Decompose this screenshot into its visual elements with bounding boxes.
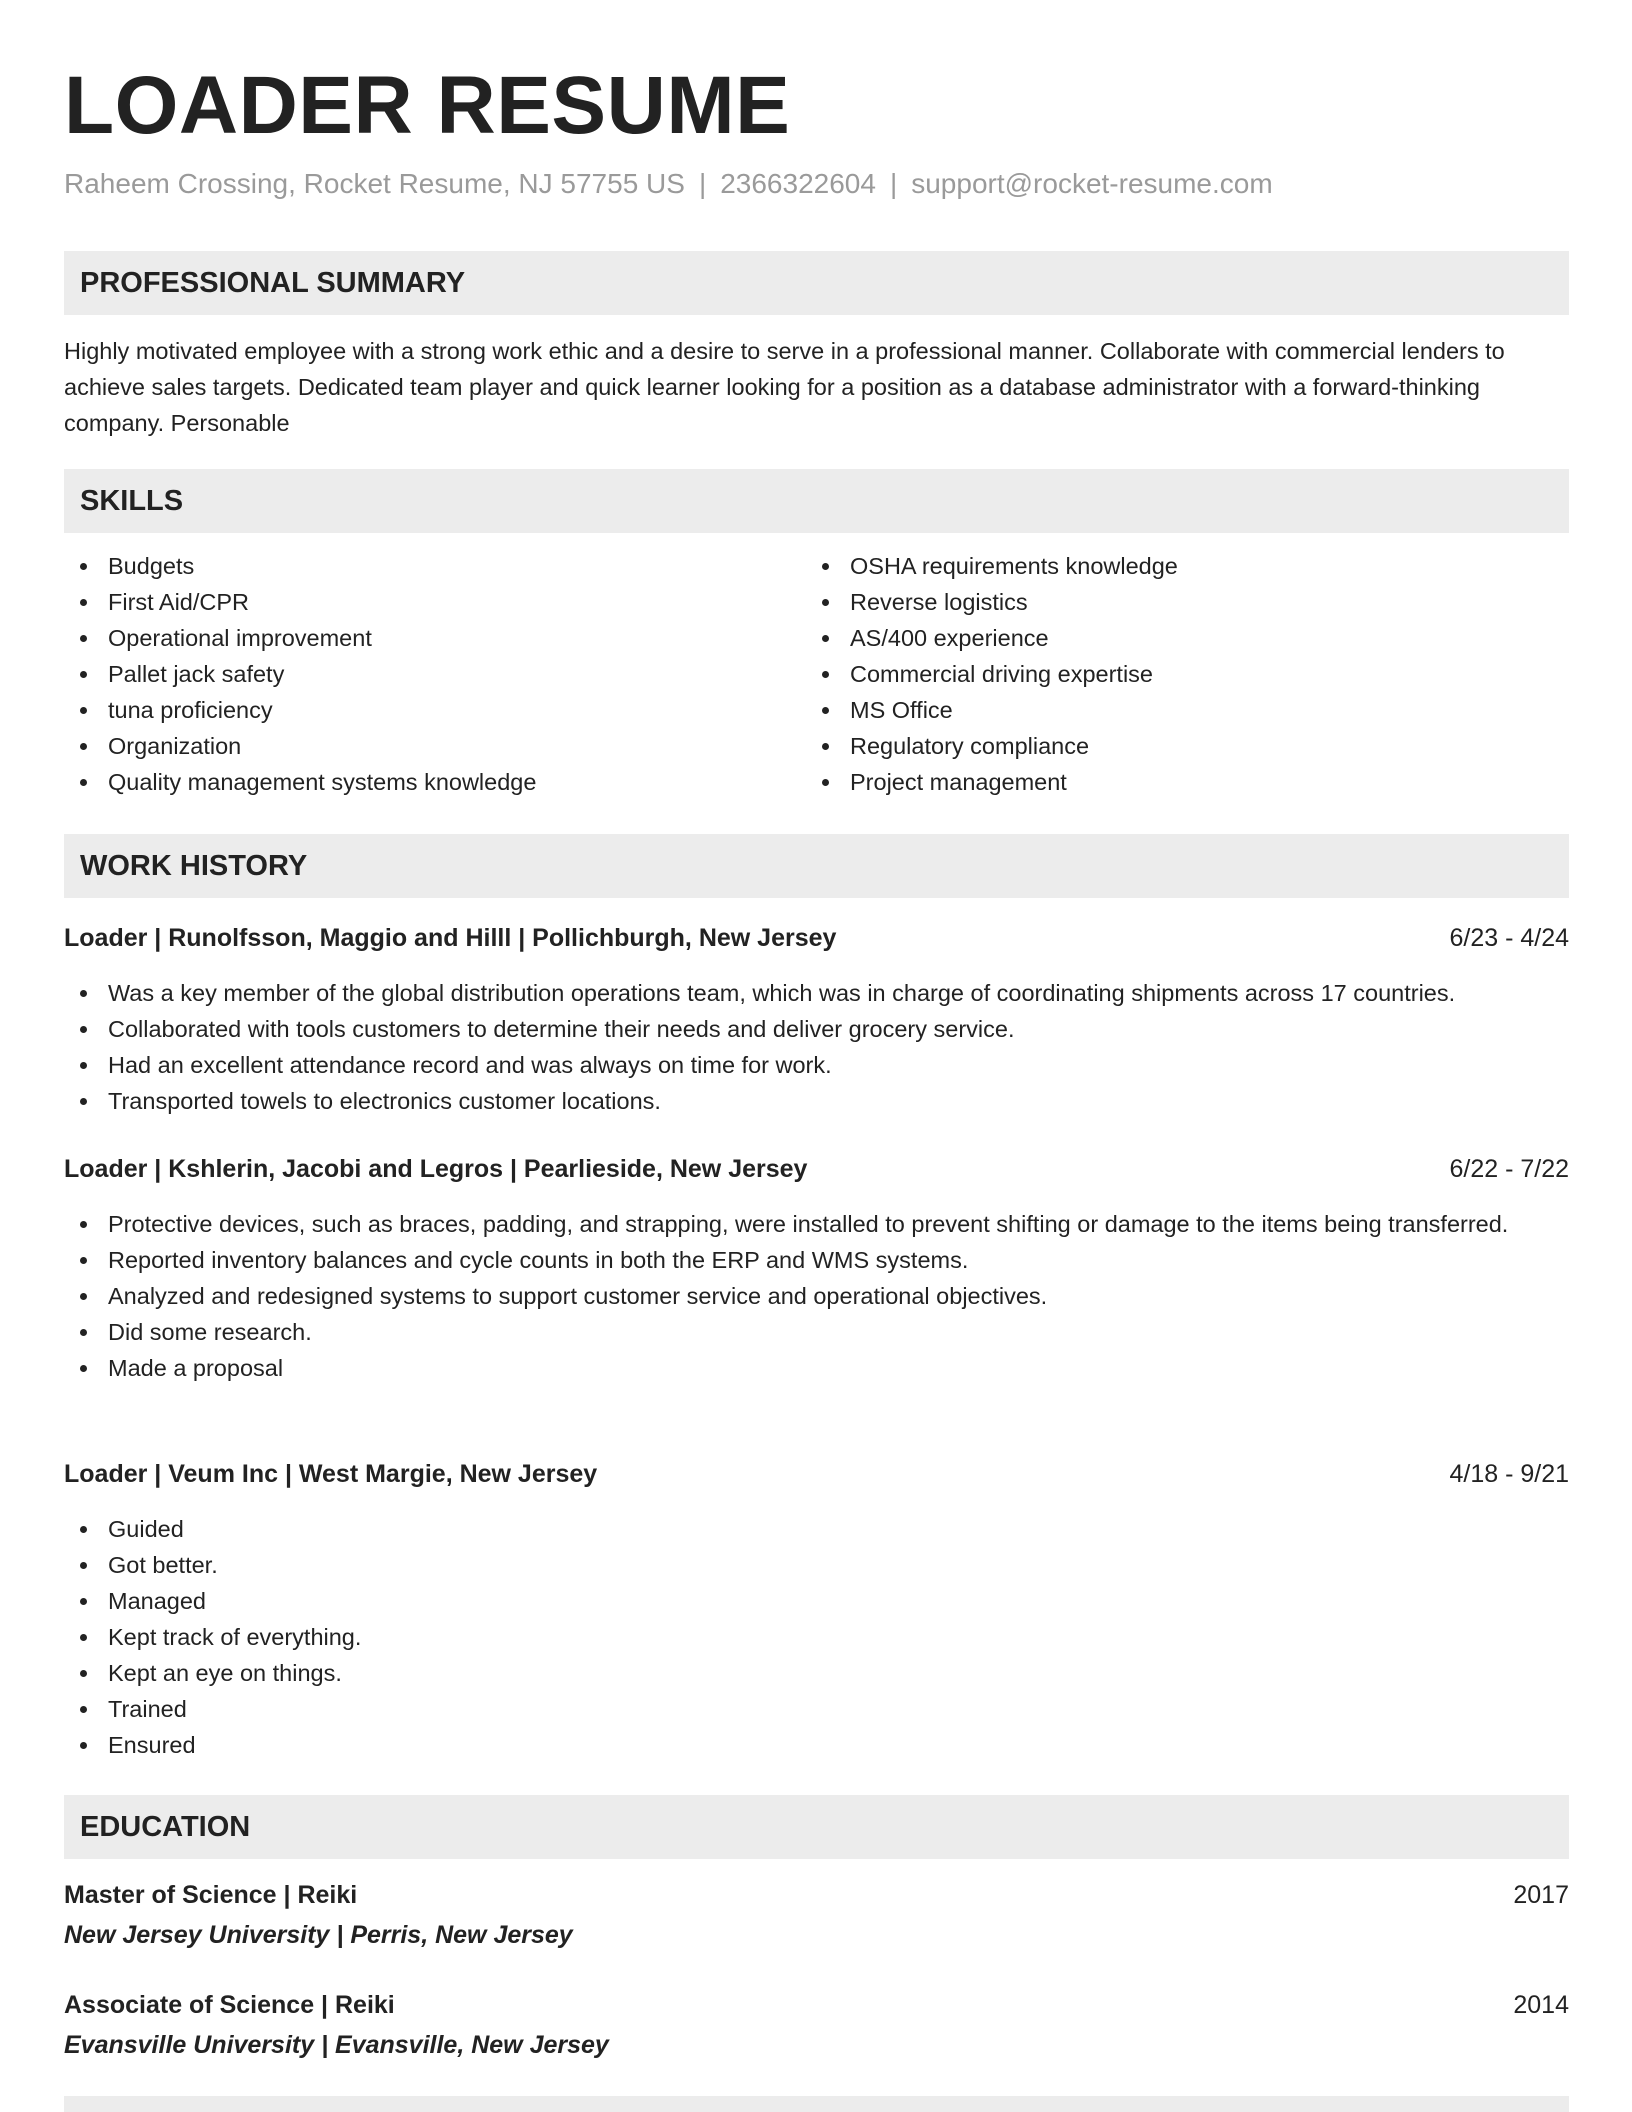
job-bullet: Kept track of everything. (64, 1619, 1569, 1655)
job-bullet: Protective devices, such as braces, padding, and strapping, were installed to prevent shifting or damage to the items being transferred. (64, 1206, 1544, 1242)
education-degree: Master of Science | Reiki (64, 1881, 358, 1909)
skill-item: MS Office (806, 692, 1566, 728)
section-header-next (64, 2096, 1569, 2112)
summary-text: Highly motivated employee with a strong work ethic and a desire to serve in a professional manner. Collaborate with commercial lenders to achieve sales targets. Dedicated team player and quick learner looking for a position as a database administrator with a forward-thinking company. Personable (64, 338, 1505, 436)
job-bullet: Ensured (64, 1727, 1569, 1763)
section-header-summary (64, 251, 1569, 315)
skill-item: Pallet jack safety (64, 656, 804, 692)
skill-item: Commercial driving expertise (806, 656, 1566, 692)
skill-item: Operational improvement (64, 620, 804, 656)
skill-item: Organization (64, 728, 804, 764)
education-year: 2017 (1513, 1881, 1569, 1909)
job-dates: 6/22 - 7/22 (1449, 1155, 1569, 1183)
contact-line (64, 166, 1273, 202)
contact-separator: | (698, 168, 707, 199)
skill-item: Regulatory compliance (806, 728, 1566, 764)
job-header (64, 1151, 1569, 1187)
contact-address: Raheem Crossing, Rocket Resume, NJ 57755 US (64, 168, 685, 199)
job-bullet: Analyzed and redesigned systems to support customer service and operational objectives. (64, 1278, 1544, 1314)
education-entry-header (64, 1987, 1569, 2023)
contact-email: support@rocket-resume.com (911, 168, 1273, 199)
job-bullets (64, 975, 1569, 1119)
skill-item: Reverse logistics (806, 584, 1566, 620)
skill-item: AS/400 experience (806, 620, 1566, 656)
job-bullet: Got better. (64, 1547, 1569, 1583)
skill-item: Budgets (64, 548, 804, 584)
job-bullet: Trained (64, 1691, 1569, 1727)
job-title: Loader | Runolfsson, Maggio and Hilll | Pollichburgh, New Jersey (64, 924, 837, 952)
job-bullet: Had an excellent attendance record and was always on time for work. (64, 1047, 1569, 1083)
skill-item: Project management (806, 764, 1566, 800)
section-title-education: EDUCATION (80, 1811, 251, 1843)
job-bullet: Managed (64, 1583, 1569, 1619)
job-title: Loader | Veum Inc | West Margie, New Jersey (64, 1460, 598, 1488)
skills-list-right (806, 548, 1566, 800)
job-bullet: Guided (64, 1511, 1569, 1547)
section-title-work-history: WORK HISTORY (80, 850, 308, 882)
job-bullets (64, 1206, 1544, 1386)
education-degree: Associate of Science | Reiki (64, 1991, 395, 2019)
skills-list-left (64, 548, 804, 800)
resume-title: LOADER RESUME (64, 60, 791, 151)
job-bullet: Did some research. (64, 1314, 1544, 1350)
job-bullet: Kept an eye on things. (64, 1655, 1569, 1691)
job-title: Loader | Kshlerin, Jacobi and Legros | Pearlieside, New Jersey (64, 1155, 808, 1183)
section-header-skills (64, 469, 1569, 533)
job-bullet: Transported towels to electronics customer locations. (64, 1083, 1569, 1119)
job-header (64, 920, 1569, 956)
job-bullets (64, 1511, 1569, 1763)
job-header (64, 1456, 1569, 1492)
job-bullet: Collaborated with tools customers to determine their needs and deliver grocery service. (64, 1011, 1569, 1047)
skill-item: tuna proficiency (64, 692, 804, 728)
education-school: Evansville University | Evansville, New Jersey (64, 2031, 609, 2059)
job-dates: 4/18 - 9/21 (1449, 1460, 1569, 1488)
job-bullet: Made a proposal (64, 1350, 1544, 1386)
contact-separator: | (889, 168, 898, 199)
job-bullet: Was a key member of the global distribution operations team, which was in charge of coordinating shipments across 17 countries. (64, 975, 1569, 1011)
section-title-summary: PROFESSIONAL SUMMARY (80, 267, 466, 299)
education-school: New Jersey University | Perris, New Jersey (64, 1921, 573, 1949)
job-dates: 6/23 - 4/24 (1449, 924, 1569, 952)
education-entry-header (64, 1877, 1569, 1913)
skill-item: Quality management systems knowledge (64, 764, 804, 800)
job-bullet: Reported inventory balances and cycle counts in both the ERP and WMS systems. (64, 1242, 1544, 1278)
skill-item: First Aid/CPR (64, 584, 804, 620)
section-header-work-history (64, 834, 1569, 898)
section-title-skills: SKILLS (80, 485, 184, 517)
skill-item: OSHA requirements knowledge (806, 548, 1566, 584)
education-year: 2014 (1513, 1991, 1569, 2019)
section-header-education (64, 1795, 1569, 1859)
contact-phone: 2366322604 (720, 168, 876, 199)
